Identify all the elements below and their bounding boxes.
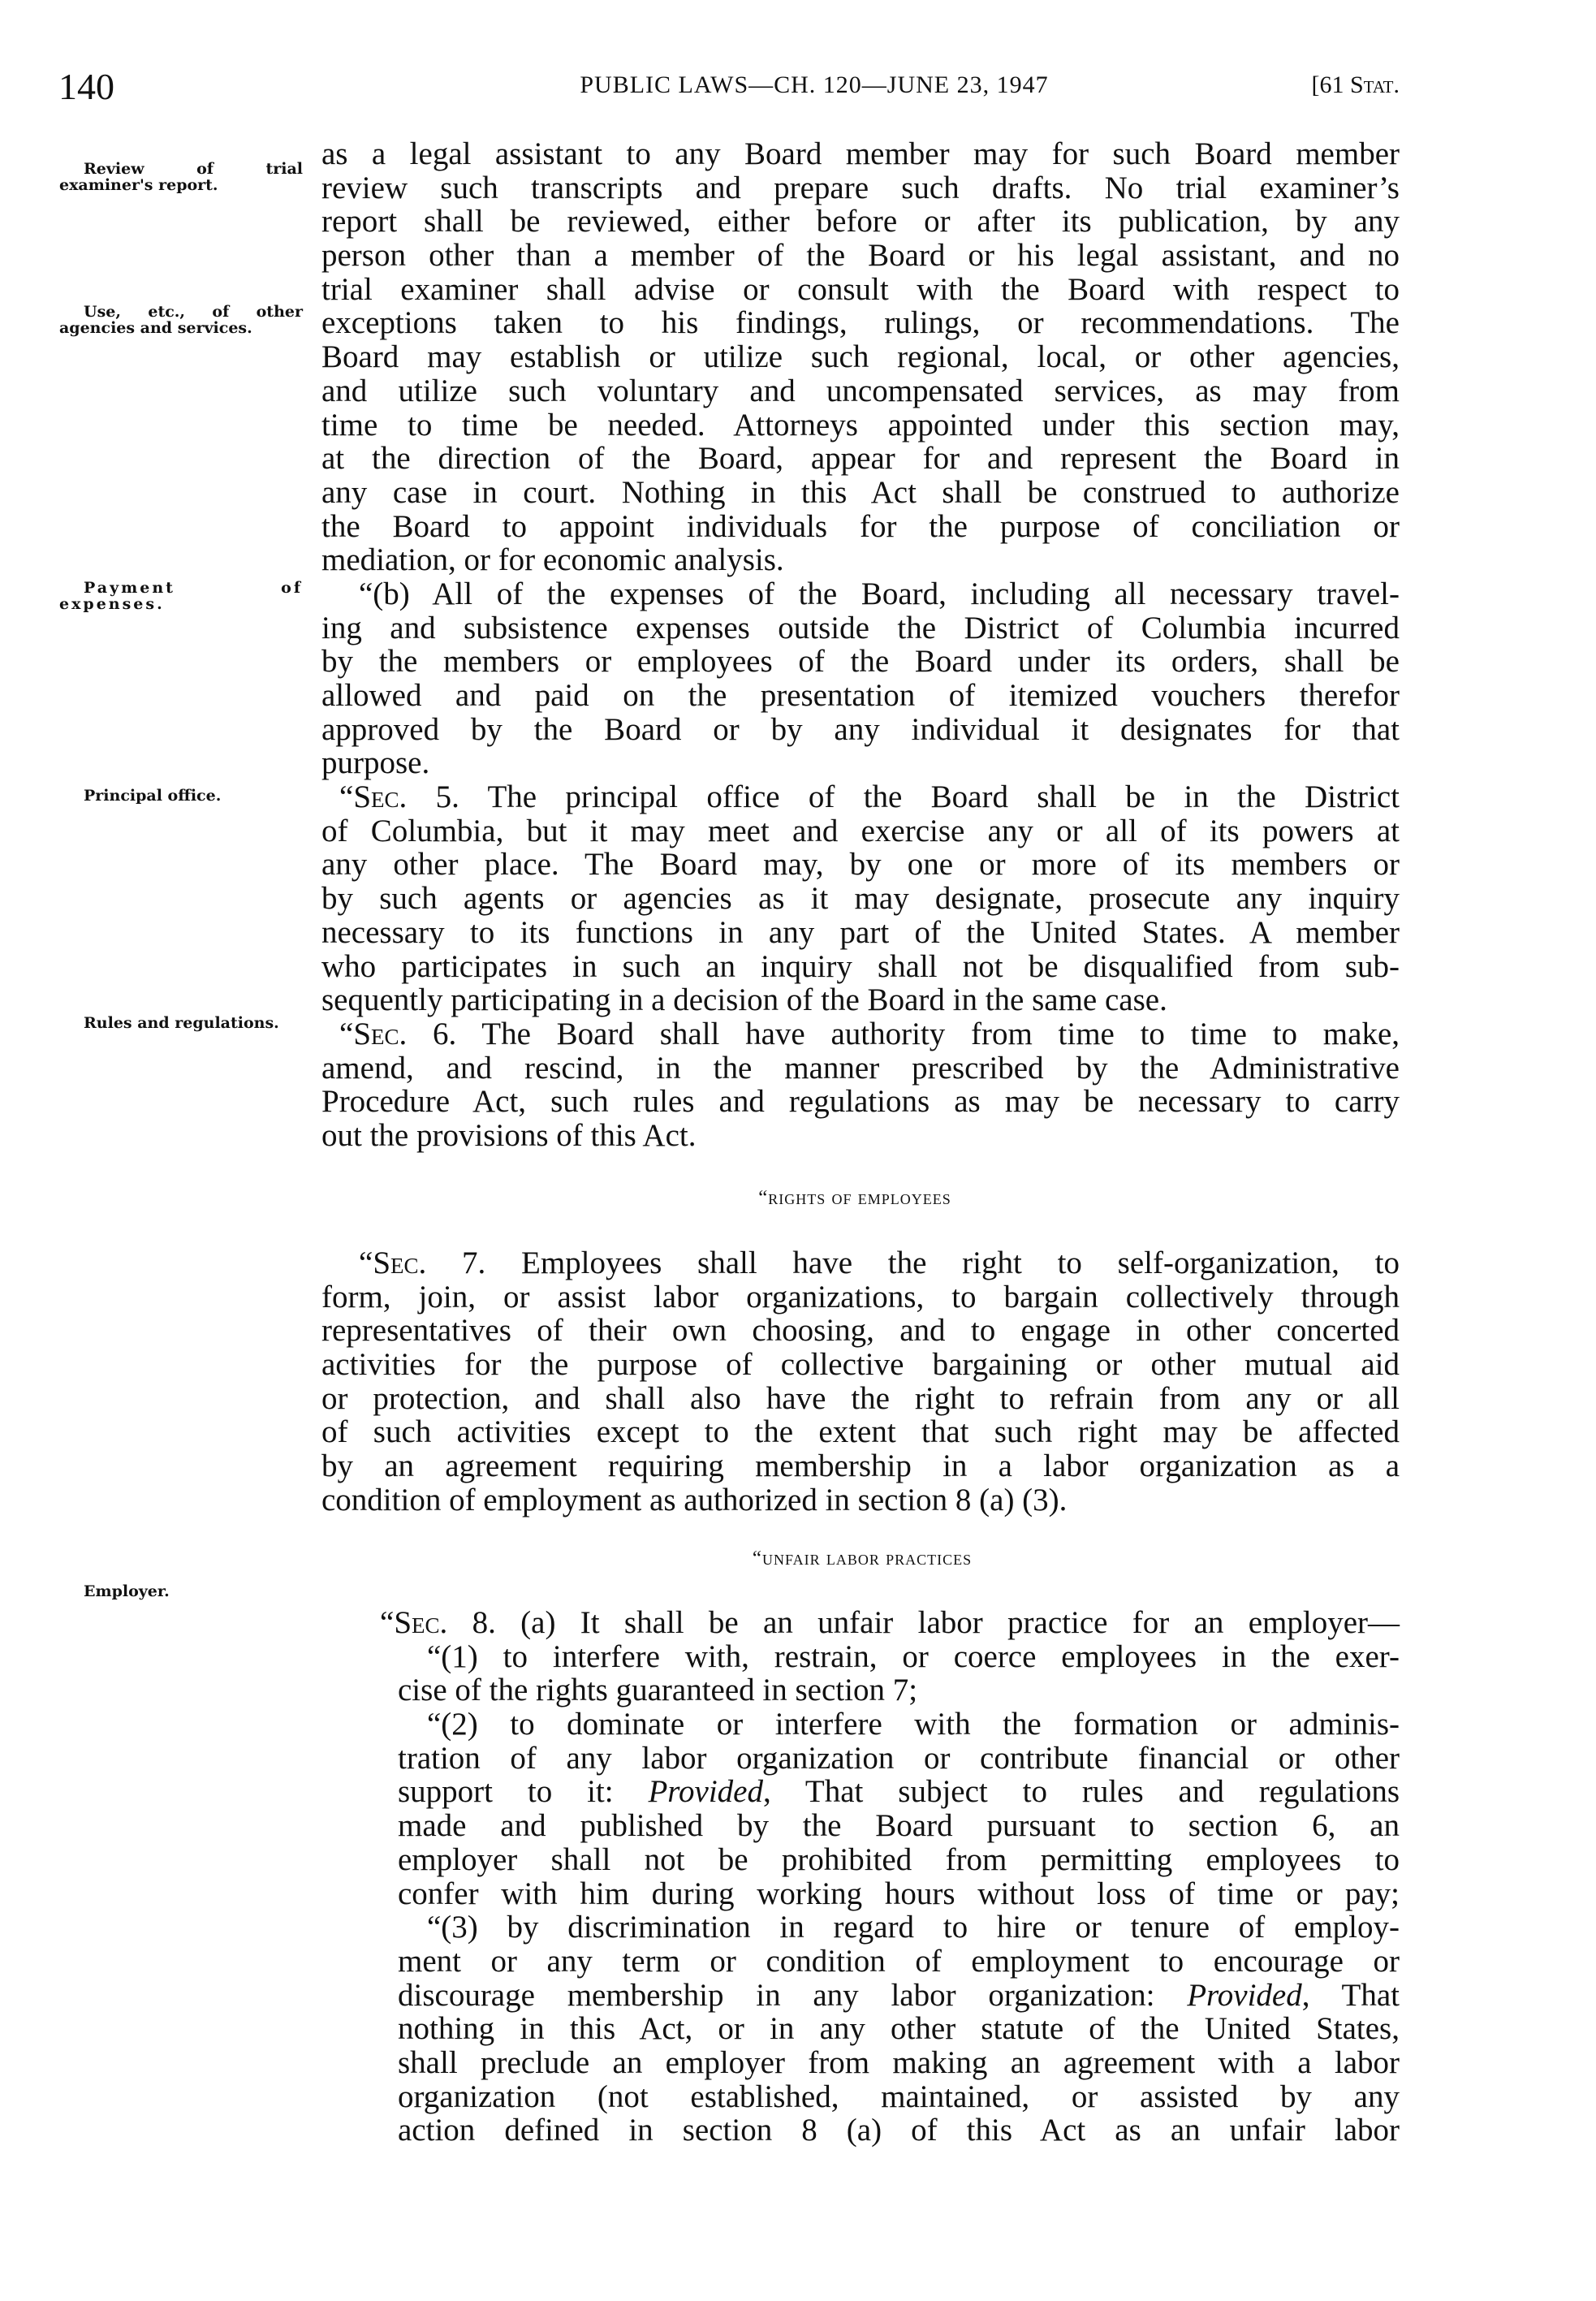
text-line: discourage membership in any labor organization: Provided, That xyxy=(398,1977,1400,2013)
text-line: “(3) by discrimination in regard to hire or tenure of employ- xyxy=(427,1910,1400,1945)
text-line: support to it: Provided, That subject to rules and regulations xyxy=(398,1774,1400,1810)
text-line: “Sec. 7. Employees shall have the right to self-organization, to xyxy=(359,1245,1400,1280)
text-line: amend, and rescind, in the manner prescribed by the Administrative xyxy=(321,1050,1400,1086)
text-line: representatives of their own choosing, and to engage in other concerted xyxy=(321,1313,1400,1349)
margin-note-payment xyxy=(59,580,303,612)
text-line: trial examiner shall advise or consult with the Board with respect to xyxy=(321,271,1400,307)
text-line: who participates in such an inquiry shall not be disqualified from sub- xyxy=(321,948,1400,984)
text-line: mediation, or for economic analysis. xyxy=(321,542,784,578)
text-line: “Sec. 8. (a) It shall be an unfair labor practice for an employer— xyxy=(380,1605,1400,1640)
body-text-sections-4-6 xyxy=(321,137,1400,1153)
text-line: activities for the purpose of collective bargaining or other mutual aid xyxy=(321,1347,1400,1383)
margin-note-text: Rules and regulations. xyxy=(84,1014,279,1032)
text-line: ment or any term or condition of employment to encourage or xyxy=(398,1943,1400,1979)
text-line: tration of any labor organization or contribute financial or other xyxy=(398,1740,1400,1776)
margin-note-text: Principal office. xyxy=(84,787,222,805)
text-line: any case in court. Nothing in this Act shall be construed to authorize xyxy=(321,474,1400,510)
text-line: time to time be needed. Attorneys appointed under this section may, xyxy=(321,407,1400,442)
text-line: form, join, or assist labor organizations, to bargain collectively through xyxy=(321,1279,1400,1315)
text-line: employer shall not be prohibited from permitting employees to xyxy=(398,1841,1400,1877)
margin-note-rules xyxy=(59,1015,303,1031)
page-number: 140 xyxy=(58,66,114,107)
text-line: sequently participating in a decision of the Board in the same case. xyxy=(321,982,1167,1018)
text-line: cise of the rights guaranteed in section 7; xyxy=(398,1673,918,1708)
text-line: report shall be reviewed, either before or after its publication, by any xyxy=(321,204,1400,240)
volume-reference: [61 Stat. xyxy=(1311,71,1400,98)
text-line: “(b) All of the expenses of the Board, including all necessary travel- xyxy=(359,576,1400,611)
margin-note-employer xyxy=(59,1583,303,1599)
margin-note-principal-office xyxy=(59,788,303,804)
text-line: confer with him during working hours without loss of time or pay; xyxy=(398,1876,1400,1911)
text-line: any other place. The Board may, by one or more of its members or xyxy=(321,847,1400,883)
margin-note-text: Employer. xyxy=(84,1582,170,1600)
text-line: nothing in this Act, or in any other statute of the United States, xyxy=(398,2011,1400,2047)
text-line: “Sec. 6. The Board shall have authority from time to time to make, xyxy=(339,1016,1400,1051)
text-line: shall preclude an employer from making an agreement with a labor xyxy=(398,2044,1400,2080)
text-line: exceptions taken to his findings, rulings, or recommendations. The xyxy=(321,305,1400,341)
text-line: review such transcripts and prepare such drafts. No trial examiner’s xyxy=(321,170,1400,205)
text-line: and utilize such voluntary and uncompensated services, as may from xyxy=(321,373,1400,408)
text-line: necessary to its functions in any part of the United States. A member xyxy=(321,914,1400,950)
text-line: “Sec. 5. The principal office of the Board shall be in the District xyxy=(339,779,1400,815)
margin-note-text: Review of trial examiner's report. xyxy=(59,160,303,194)
heading-rights-of-employees: “rights of employees xyxy=(758,1187,951,1209)
text-line: approved by the Board or by any individual it designates for that xyxy=(321,711,1400,747)
text-line: condition of employment as authorized in section 8 (a) (3). xyxy=(321,1482,1068,1517)
text-line: action defined in section 8 (a) of this Act as an unfair labor xyxy=(398,2113,1400,2148)
running-head: PUBLIC LAWS—CH. 120—JUNE 23, 1947 xyxy=(580,71,1049,98)
text-line: of Columbia, but it may meet and exercise any or all of its powers at xyxy=(321,813,1400,848)
text-line: Procedure Act, such rules and regulations as may be necessary to carry xyxy=(321,1084,1400,1120)
text-line: by an agreement requiring membership in a labor organization as a xyxy=(321,1448,1400,1484)
heading-unfair-labor-practices: “unfair labor practices xyxy=(752,1548,973,1569)
body-text-section-7 xyxy=(321,1246,1400,1517)
text-line: “(2) to dominate or interfere with the formation or adminis- xyxy=(427,1707,1400,1742)
margin-note-review xyxy=(59,161,303,193)
text-line: of such activities except to the extent that such right may be affected xyxy=(321,1414,1400,1450)
text-line: or protection, and shall also have the right to refrain from any or all xyxy=(321,1380,1400,1416)
text-line: person other than a member of the Board or his legal assistant, and no xyxy=(321,238,1400,274)
text-line: organization (not established, maintained, or assisted by any xyxy=(398,2079,1400,2114)
body-text-section-8 xyxy=(380,1606,1400,2148)
margin-note-text: Use, etc., of other agencies and services. xyxy=(59,303,303,337)
text-line: as a legal assistant to any Board member may for such Board member xyxy=(321,136,1400,171)
text-line: Board may establish or utilize such regional, local, or other agencies, xyxy=(321,339,1400,375)
text-line: out the provisions of this Act. xyxy=(321,1117,697,1153)
margin-note-agencies xyxy=(59,304,303,336)
text-line: the Board to appoint individuals for the purpose of conciliation or xyxy=(321,508,1400,544)
text-line: by the members or employees of the Board under its orders, shall be xyxy=(321,644,1400,680)
margin-note-text: Payment of expenses. xyxy=(59,579,303,613)
text-line: “(1) to interfere with, restrain, or coerce employees in the exer- xyxy=(427,1638,1400,1674)
text-line: at the direction of the Board, appear for and represent the Board in xyxy=(321,441,1400,477)
text-line: made and published by the Board pursuant to section 6, an xyxy=(398,1808,1400,1844)
text-line: ing and subsistence expenses outside the District of Columbia incurred xyxy=(321,610,1400,645)
text-line: by such agents or agencies as it may designate, prosecute any inquiry xyxy=(321,881,1400,917)
text-line: allowed and paid on the presentation of itemized vouchers therefor xyxy=(321,678,1400,713)
text-line: purpose. xyxy=(321,745,430,781)
